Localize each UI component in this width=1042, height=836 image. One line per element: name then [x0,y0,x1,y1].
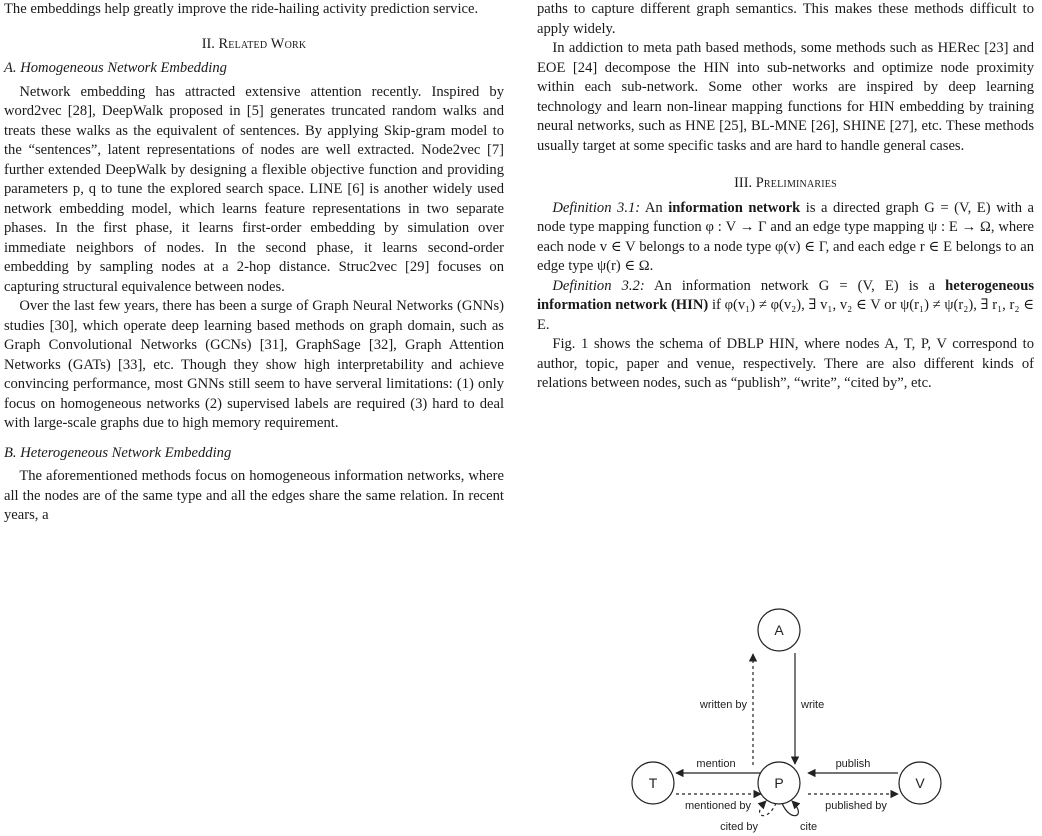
section-3-number: III. [734,175,753,191]
label-mention: mention [696,758,736,770]
homogeneous-embedding-paragraph: Network embedding has attracted extensive attention recently. Inspired by word2vec [28], DeepWalk proposed in [5] generates truncated random walks and treats these walks as the equivalent of sentences. By applying Skip-gram model to the “sentences”, latent representations of nodes are well extracted. Node2vec [7] further extended DeepWalk by designing a flexible objective function and providing parameters p, q to tune the explored search space. LINE [6] is another widely used network embedding model, which learns feature representations in two separate phases. In the first phase, it learns first-order embedding by simulation over immediate neighbors of nodes. In the second phase, it learns second-order embedding by sampling nodes at a 2-hop distance. Struc2vec [29] focuses on capturing structural equivalence between nodes. [4,83,504,295]
label-cited-by: cited by [720,821,758,833]
definition-3-2-text-b: if φ(v₁) ≠ φ(v₂), ∃ v₁, v₂ ∈ V or ψ(r₁) ≠ ψ(r₂), ∃ r₁, r₂ ∈ E. [537,297,1035,333]
subsection-b-heading: B. Heterogeneous Network Embedding [4,444,232,461]
heterogeneous-embedding-paragraph: The aforementioned methods focus on homogeneous information networks, where all the nodes are of the same type and all the edges share the same relation. In recent years, a [4,468,504,523]
definition-3-1-text-b: is a directed graph G = (V, E) with a node type mapping function φ : V → Γ and an edge type mapping ψ : E → Ω, where each node v ∈ V belongs to a node type φ(v) ∈ Γ, and each edge r ∈ E belongs to an edge type ψ(r) ∈ Ω. [537,199,1035,274]
subsection-a-heading: A. Homogeneous Network Embedding [4,60,227,76]
definition-3-1-term: information network [668,199,801,216]
label-publish: publish [835,758,871,770]
continued-paragraph: paths to capture different graph semantics. This makes these methods difficult to apply widely. [537,1,1034,37]
left-column [4,0,504,526]
gnn-paragraph: Over the last few years, there has been a surge of Graph Neural Networks (GNNs) studies [30], which operate deep learning based methods on graph domain, such as Graph Convolutional Networks (GCNs) [31], GraphSage [32], Graph Attention Networks (GATs) [33], etc. Though they show high interpretability and achieve convincing performance, most GNNs still seem to have serveral limitations: (1) only focus on homogeneous networks (2) supervised labels are required (3) hard to deal with large-scale graphs due to high memory requirement. [4,298,504,431]
definition-3-2 [537,277,1034,336]
dblp-schema-figure [598,597,998,836]
definition-3-2-text-a: An information network G = (V, E) is a [653,277,936,294]
section-3-title: Preliminaries [755,175,837,191]
intro-tail-paragraph: The embeddings help greatly improve the ride-hailing activity prediction service. [4,1,479,17]
node-p-label: P [774,775,784,791]
section-3-heading [537,174,1034,194]
section-2-heading [4,35,504,55]
definition-3-2-abbr: (HIN) [670,297,709,313]
label-cite: cite [800,821,818,833]
section-2-number: II. [201,35,215,52]
node-t-label: T [648,775,658,791]
definition-3-1-label: Definition 3.1: [552,199,641,216]
definition-3-1 [537,199,1034,277]
node-v-label: V [915,775,925,791]
definition-3-2-label: Definition 3.2: [552,277,645,294]
definition-3-2-term: heterogeneous information network [537,277,1035,313]
figure-description-paragraph: Fig. 1 shows the schema of DBLP HIN, where nodes A, T, P, V correspond to author, topic, paper and venue, respectively. There are also different kinds of relations between nodes, such as “publish”, “write”, “cited by”, etc. [537,336,1034,391]
other-methods-paragraph: In addiction to meta path based methods, some methods such as HERec [23] and EOE [24] decompose the HIN into sub-networks and optimize node proximity within each sub-network. Some other works are inspired by deep learning technology and learn non-linear mapping functions for HIN embedding by training neural networks, such as HNE [25], BL-MNE [26], SHINE [27], etc. These methods usually target at some specific tasks and are hard to handle general cases. [537,40,1034,154]
definition-3-1-text-a: An [644,199,663,216]
node-a-label: A [774,622,784,638]
label-written-by: written by [699,699,747,711]
label-write: write [801,699,825,711]
section-2-title: Related Work [218,35,307,52]
label-published-by: published by [825,800,887,812]
label-mentioned-by: mentioned by [684,800,752,812]
right-column [537,0,1034,394]
